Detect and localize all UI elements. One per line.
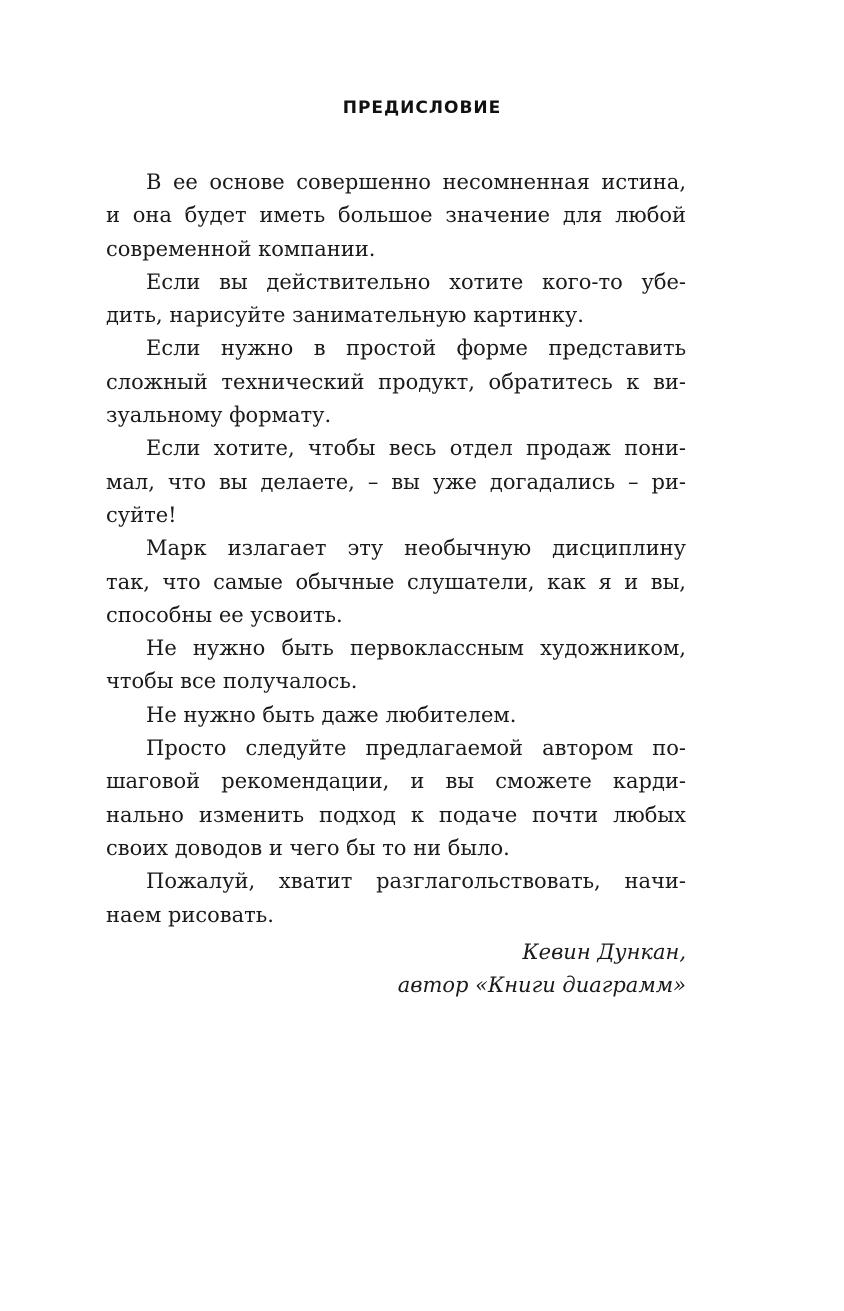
text-line: шаговой рекомендации, и вы сможете карди- bbox=[106, 769, 686, 794]
paragraph bbox=[106, 432, 686, 532]
text-line: сложный технический продукт, обратитесь к ви- bbox=[106, 369, 686, 394]
text-line: так, что самые обычные слушатели, как я и вы, bbox=[106, 569, 686, 594]
text-line: нально изменить подход к подаче почти любых bbox=[106, 802, 686, 827]
text-line: Пожалуй, хватит разглагольствовать, начи- bbox=[146, 869, 686, 894]
paragraph bbox=[106, 732, 686, 865]
signature-role: автор «Книги диаграмм» bbox=[397, 973, 686, 998]
text-line: мал, что вы делаете, – вы уже догадались – ри- bbox=[106, 469, 686, 494]
text-line: наем рисовать. bbox=[106, 902, 274, 927]
paragraph bbox=[106, 699, 686, 732]
text-line: способны ее усвоить. bbox=[106, 602, 343, 627]
page-title: ПРЕДИСЛОВИЕ bbox=[342, 98, 502, 118]
text-line: зуальному формату. bbox=[106, 403, 332, 428]
text-line: чтобы все получалось. bbox=[106, 669, 358, 694]
paragraph bbox=[106, 632, 686, 699]
text-line: Не нужно быть первоклассным художником, bbox=[146, 636, 686, 661]
text-line: Если вы действительно хотите кого-то убе- bbox=[146, 269, 686, 294]
paragraph bbox=[106, 266, 686, 333]
text-line: суйте! bbox=[106, 502, 177, 527]
paragraph bbox=[106, 166, 686, 266]
text-line: Если хотите, чтобы весь отдел продаж пони- bbox=[146, 436, 686, 461]
paragraph bbox=[106, 532, 686, 632]
text-line: Марк излагает эту необычную дисциплину bbox=[146, 536, 686, 561]
text-line: дить, нарисуйте занимательную картинку. bbox=[106, 303, 584, 328]
signature bbox=[398, 936, 686, 1003]
text-line: современной компании. bbox=[106, 236, 376, 261]
text-line: своих доводов и чего бы то ни было. bbox=[106, 835, 510, 860]
paragraph bbox=[106, 865, 686, 932]
paragraph bbox=[106, 332, 686, 432]
body-text bbox=[106, 166, 686, 932]
signature-author: Кевин Дункан, bbox=[522, 940, 686, 964]
text-line: Если нужно в простой форме представить bbox=[146, 336, 686, 361]
text-line: Не нужно быть даже любителем. bbox=[146, 702, 517, 727]
text-line: Просто следуйте предлагаемой автором по- bbox=[146, 736, 686, 761]
text-line: и она будет иметь большое значение для любой bbox=[106, 203, 686, 228]
text-line: В ее основе совершенно несомненная истина, bbox=[146, 170, 686, 194]
